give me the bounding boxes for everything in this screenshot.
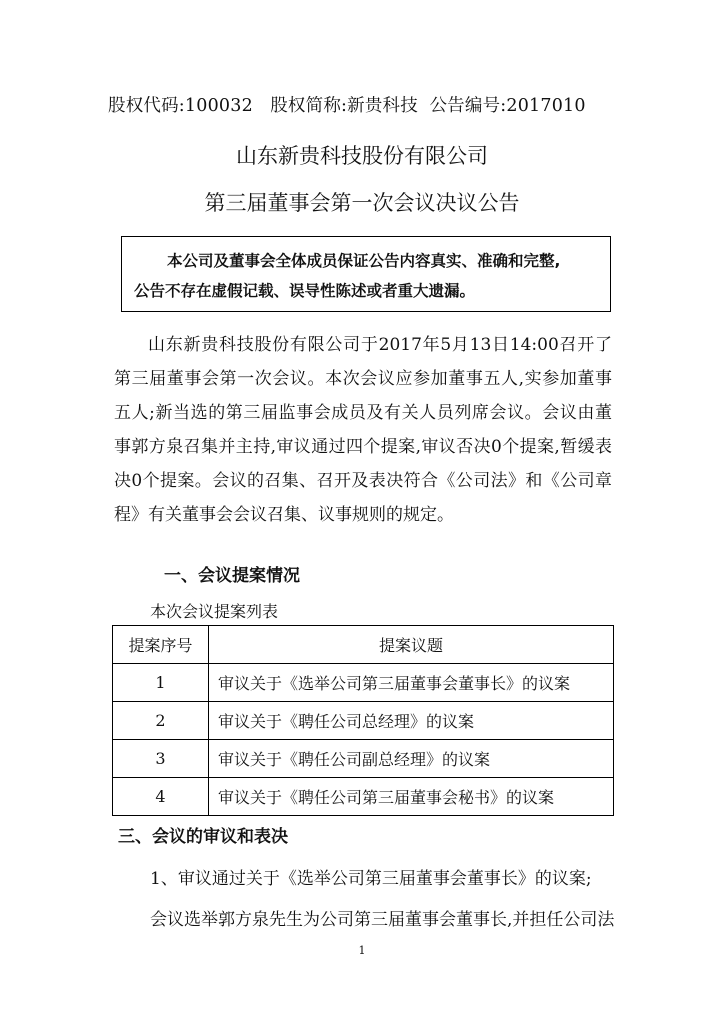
table-row [113, 664, 614, 702]
proposal-topic: 审议关于《聘任公司第三届董事会秘书》的议案 [209, 778, 614, 816]
resolution-item-1: 1、审议通过关于《选举公司第三届董事会董事长》的议案; [150, 869, 592, 889]
disclaimer-line-1: 本公司及董事会全体成员保证公告内容真实、准确和完整, [167, 252, 561, 270]
stock-name-label: 股权简称: [270, 96, 348, 116]
stock-code-label: 股权代码: [108, 96, 185, 116]
stock-code: 100032 [184, 96, 253, 116]
notice-number: 2017010 [506, 96, 586, 116]
table-row [113, 740, 614, 778]
table-caption: 本次会议提案列表 [150, 602, 279, 621]
section-3-heading: 三、会议的审议和表决 [118, 827, 288, 847]
section-1-heading: 一、会议提案情况 [164, 566, 300, 586]
proposal-no: 3 [113, 740, 209, 778]
intro-paragraph: 山东新贵科技股份有限公司于2017年5月13日14:00召开了第三届董事会第一次会议。本次会议应参加董事五人,实参加董事五人;新当选的第三届监事会成员及有关人员列席会议。会议由董事郭方泉召集并主持,审议通过四个提案,审议否决0个提案,暂缓表决0个提案。会议的召集、召开及表决符合《公司法》和《公司章程》有关董事会会议召集、议事规则的规定。 [114, 335, 612, 525]
notice-number-label: 公告编号: [429, 96, 507, 116]
proposal-no: 2 [113, 702, 209, 740]
proposal-topic: 审议关于《选举公司第三届董事会董事长》的议案 [209, 664, 614, 702]
proposal-no: 4 [113, 778, 209, 816]
proposal-no: 1 [113, 664, 209, 702]
proposal-topic: 审议关于《聘任公司副总经理》的议案 [209, 740, 614, 778]
header-proposal-no: 提案序号 [113, 626, 209, 664]
table-row [113, 778, 614, 816]
document-title: 第三届董事会第一次会议决议公告 [204, 191, 520, 215]
notice-header [108, 92, 648, 117]
table-row [113, 702, 614, 740]
page-number: 1 [358, 944, 366, 957]
disclaimer-line-2: 公告不存在虚假记载、误导性陈述或者重大遗漏。 [134, 282, 476, 300]
stock-name: 新贵科技 [347, 96, 418, 116]
header-proposal-topic: 提案议题 [209, 626, 614, 664]
proposal-topic: 审议关于《聘任公司总经理》的议案 [209, 702, 614, 740]
disclaimer-box [121, 236, 611, 312]
company-name: 山东新贵科技股份有限公司 [236, 144, 488, 168]
resolution-paragraph: 会议选举郭方泉先生为公司第三届董事会董事长,并担任公司法 [150, 910, 615, 930]
table-header-row [113, 626, 614, 664]
proposals-table [112, 625, 614, 816]
